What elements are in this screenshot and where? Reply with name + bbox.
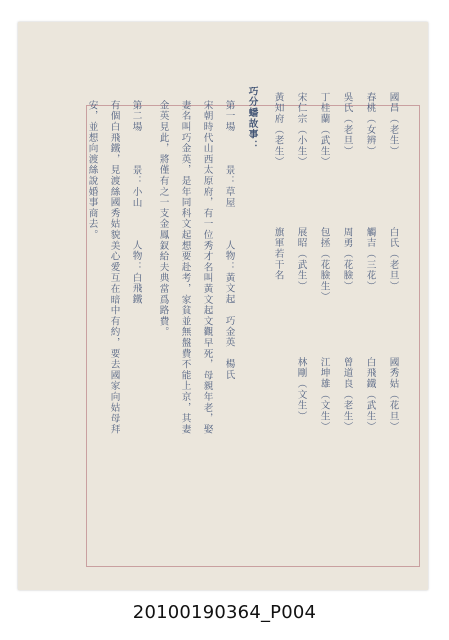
cast-entry: 宋仁宗（小生）: [295, 92, 307, 168]
scene-heading: 第一場: [223, 100, 235, 133]
cast-entry: 周勇（花臉）: [341, 227, 353, 292]
cast-entry: 白飛鐵（武生）: [364, 357, 376, 433]
scene-heading: 第二場: [130, 100, 142, 133]
cast-entry: 春桃（女辨）: [364, 92, 376, 157]
cast-entry: 國昌（老生）: [387, 92, 399, 157]
cast-entry: 展昭（武生）: [295, 227, 307, 292]
cast-entry: 丁桂蘭（武生）: [318, 92, 330, 168]
scene-characters: 人物：黃文起 巧金英 楊氏: [223, 240, 235, 381]
cast-entry: 旗軍若干名: [272, 227, 284, 281]
scene-text-line: 妻名叫巧金英，是年同科文起想要赴考，家貧並無盤費不能上京，其妻: [179, 100, 191, 435]
cast-entry: 曾道良（老生）: [341, 357, 353, 433]
cast-entry: 國秀姑（花旦）: [387, 357, 399, 433]
page-id-caption: 20100190364_P004: [132, 602, 317, 623]
scene-text-line: 有個白飛鐵，見渡絲國秀姑貌美心愛互在暗中有約，要去國家向姑母拜: [108, 100, 120, 435]
story-title: 巧分蟠故事：: [246, 86, 258, 151]
scene-setting: 景：小山: [130, 165, 142, 209]
cast-entry: 白氏（老旦）: [387, 227, 399, 292]
scene-text-line: 金英見此，將僅有之一支金鳳釵給夫典當爲路費。: [157, 100, 169, 338]
cast-entry: 吳氏（老旦）: [341, 92, 353, 157]
cast-entry: 黃知府（老生）: [272, 92, 284, 168]
scene-text-line: 安，並想向渡絲說婚事商去。: [86, 100, 98, 241]
scene-setting: 景：草屋: [223, 165, 235, 209]
cast-entry: 江坤雄（文生）: [318, 357, 330, 433]
scene-text-line: 宋朝時代山西太原府，有一位秀才名叫黃文起文觀早死，母親年老，娶: [201, 100, 213, 435]
cast-entry: 觸吉（三花）: [364, 227, 376, 292]
cast-entry: 林剛（文生）: [295, 357, 307, 422]
scene-characters: 人物：白飛鐵: [130, 240, 142, 305]
document-sheet: [18, 22, 428, 590]
cast-entry: 包拯（花臉生）: [318, 227, 330, 303]
